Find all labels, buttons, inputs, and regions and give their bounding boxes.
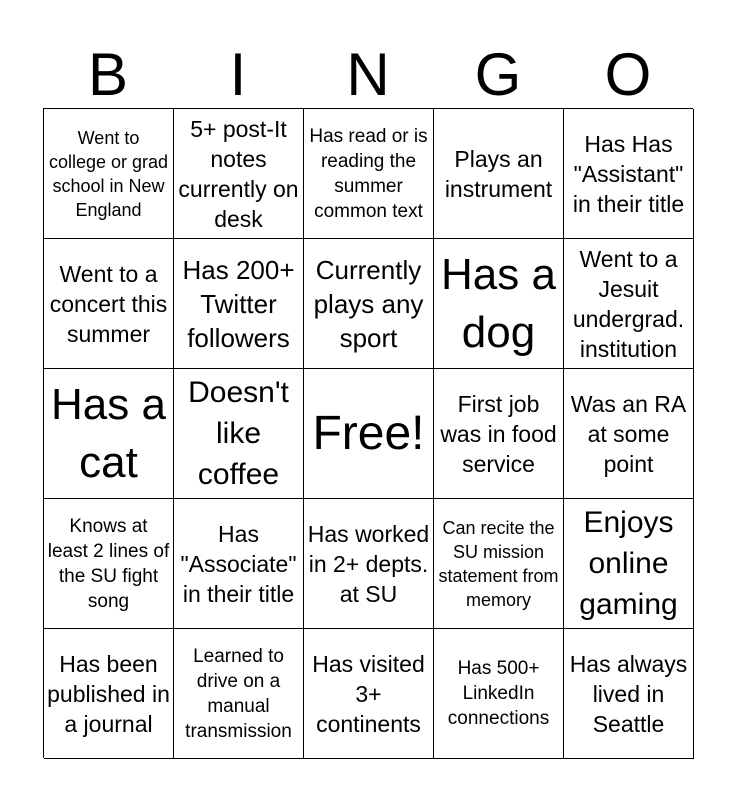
bingo-cell[interactable] (564, 499, 694, 629)
cell-text: Has a cat (51, 379, 166, 487)
cell-text: Has worked in 2+ depts. at SU (307, 520, 430, 607)
cell-text: Enjoys online gaming (579, 506, 678, 621)
cell-text: Learned to drive on a manual transmission (185, 645, 292, 742)
free-space-label: Free! (312, 406, 425, 460)
bingo-cell[interactable] (434, 499, 564, 629)
bingo-cell[interactable] (564, 629, 694, 759)
bingo-cell[interactable] (564, 239, 694, 369)
cell-text: Knows at least 2 lines of the SU fight song (47, 515, 170, 612)
bingo-cell[interactable] (174, 629, 304, 759)
cell-text: Went to college or grad school in New England (48, 127, 169, 220)
bingo-cell[interactable] (174, 499, 304, 629)
cell-text: Has always lived in Seattle (569, 650, 688, 737)
cell-text: Has a dog (441, 249, 556, 357)
bingo-cell[interactable] (44, 239, 174, 369)
cell-text: Has 200+ Twitter followers (182, 254, 295, 353)
bingo-cell[interactable] (44, 629, 174, 759)
cell-text: 5+ post-It notes currently on desk (178, 115, 299, 232)
bingo-cell[interactable] (174, 239, 304, 369)
cell-text: Has visited 3+ continents (312, 650, 425, 737)
bingo-cell[interactable] (434, 369, 564, 499)
cell-text: Went to a concert this summer (49, 260, 168, 347)
bingo-cell[interactable] (304, 109, 434, 239)
free-space[interactable] (304, 369, 434, 499)
cell-text: Currently plays any sport (313, 254, 424, 353)
bingo-cell[interactable] (174, 109, 304, 239)
bingo-cell[interactable] (434, 239, 564, 369)
bingo-cell[interactable] (434, 109, 564, 239)
cell-text: Has been published in a journal (47, 650, 170, 737)
bingo-cell[interactable] (564, 369, 694, 499)
cell-text: Plays an instrument (444, 145, 553, 202)
cell-text: First job was in food service (440, 390, 557, 477)
bingo-cell[interactable] (44, 369, 174, 499)
bingo-cell[interactable] (304, 239, 434, 369)
bingo-cell[interactable] (44, 109, 174, 239)
bingo-cell[interactable] (44, 499, 174, 629)
cell-text: Can recite the SU mission statement from memory (438, 517, 559, 610)
header-letter-b: B (87, 41, 129, 108)
header-letter-o: O (604, 41, 652, 108)
bingo-cell[interactable] (304, 499, 434, 629)
bingo-cell[interactable] (304, 629, 434, 759)
header-letter-g: G (474, 41, 522, 108)
cell-text: Has "Associate" in their title (180, 520, 297, 607)
cell-text: Has 500+ LinkedIn connections (447, 658, 550, 729)
bingo-cell[interactable] (564, 109, 694, 239)
cell-text: Went to a Jesuit undergrad. institution (572, 245, 685, 362)
bingo-header (43, 42, 693, 108)
header-letter-n: N (346, 41, 390, 108)
bingo-cell[interactable] (174, 369, 304, 499)
header-letter-i: I (229, 41, 247, 108)
bingo-grid (43, 108, 693, 758)
cell-text: Doesn't like coffee (188, 376, 289, 491)
bingo-cell[interactable] (434, 629, 564, 759)
cell-text: Has read or is reading the summer common text (309, 125, 428, 222)
cell-text: Has Has "Assistant" in their title (572, 130, 685, 217)
cell-text: Was an RA at some point (570, 390, 687, 477)
